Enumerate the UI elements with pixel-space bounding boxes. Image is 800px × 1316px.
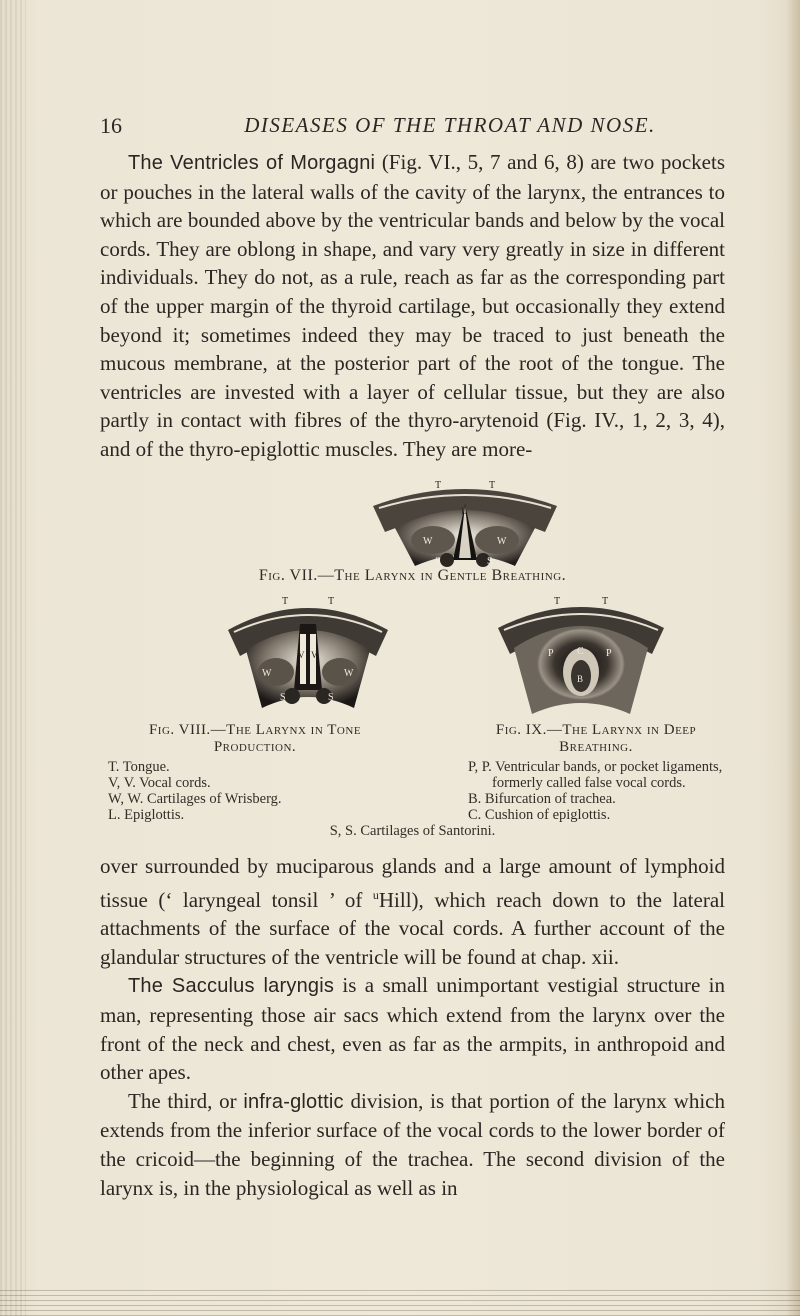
term-infraglottic: infra-glottic: [243, 1090, 344, 1113]
legend-item: C. Cushion of epiglottis.: [468, 807, 611, 823]
paragraph-continuation-text-after: Hill), which reach down to the lateral attachments of the surface of the vocal cords. A further account of the glandular structures of the ventricle will be found at chap. xii.: [100, 887, 725, 969]
figure-ix: [494, 594, 668, 722]
legend-item: W, W. Cartilages of Wrisberg.: [108, 791, 282, 807]
figure-ix-caption-line2: Breathing.: [559, 739, 633, 755]
text-block-upper: [100, 148, 725, 464]
fig7-label-s1: S: [435, 556, 441, 567]
fig7-label-w2: W: [497, 536, 507, 547]
term-ventricles: The Ventricles of Morgagni: [128, 152, 376, 174]
figure-ix-illustration: [494, 594, 668, 722]
fig8-label-t2: T: [328, 596, 335, 607]
figure-vii-caption: Fig. VII.—The Larynx in Gentle Breathing.: [258, 567, 567, 584]
page-bottom-edge: [0, 1290, 800, 1316]
figure-viii-caption-line1: Fig. VIII.—The Larynx in Tone: [148, 722, 362, 738]
fig8-label-s2: S: [328, 692, 334, 703]
legend-item: formerly called false vocal cords.: [492, 775, 686, 791]
paragraph-infraglottic-lead: The third, or: [128, 1088, 244, 1113]
figure-viii-illustration: [224, 594, 392, 716]
fig7-label-t2: T: [489, 480, 496, 491]
legend-item: P, P. Ventricular bands, or pocket ligaments,: [468, 759, 723, 775]
page-header: [0, 113, 800, 143]
paragraph-ventricles-text: (Fig. VI., 5, 7 and 6, 8) are two pockets or pouches in the lateral walls of the cavity of the larynx, the entrances to which are bounded above by the ventricular bands and below by the vocal cords. They are oblong in shape, and vary very greatly in size in different individuals. They do not, as a rule, reach as far as the corresponding part of the upper margin of the thyroid cartilage, but occasionally they extend beyond it; sometimes indeed they may be traced to just beneath the mucous membrane, at the posterior part of the root of the tongue. The ventricles are invested with a layer of cellular tissue, but they are also partly in contact with fibres of the thyro-arytenoid (Fig. IV., 1, 2, 3, 4), and of the thyro-epiglottic muscles. They are more-: [100, 150, 725, 461]
page-number: 16: [100, 113, 122, 138]
fig8-label-t1: T: [282, 596, 289, 607]
paragraph-sacculus-text: is a small unimportant vestigial structure in man, representing those air sacs which extend from the larynx over the front of the neck and chest, even as far as the armpits, in anthropoid and other apes.: [100, 973, 725, 1085]
fig8-label-w2: W: [344, 668, 354, 679]
term-sacculus: The Sacculus laryngis: [128, 975, 335, 998]
fig7-label-t1: T: [435, 480, 442, 491]
fig8-label-v2: V: [311, 650, 318, 660]
fig9-label-p1: P: [548, 648, 554, 659]
paragraph-ventricles: [100, 148, 725, 464]
paragraph-infraglottic-text: division, is that portion of the larynx which extends from the inferior surface of the vocal cords to the lower border of the cricoid—the beginning of the trachea. The second division of the larynx is, in the physiological as well as in: [100, 1088, 725, 1200]
paragraph-sacculus: [100, 971, 725, 1086]
page-edge: [786, 0, 800, 1316]
figure-viii-caption: [100, 722, 410, 756]
figure-viii: [224, 594, 392, 716]
figure-ix-caption: [452, 722, 740, 756]
paragraph-continuation-text: over surrounded by muciparous glands and a large amount of lymphoid tissue (‘ laryngeal tonsil ’ of: [100, 854, 725, 912]
running-head: DISEASES OF THE THROAT AND NOSE.: [244, 113, 656, 137]
fig7-label-w1: W: [423, 536, 433, 547]
fig9-label-b: B: [577, 674, 584, 684]
superscript-mark: u: [372, 887, 379, 902]
fig9-label-t2: T: [602, 596, 609, 607]
legend-item: T. Tongue.: [108, 759, 170, 775]
figure-viii-caption-line2: Production.: [213, 739, 297, 755]
fig9-label-p2: P: [606, 648, 612, 659]
fig9-label-t1: T: [554, 596, 561, 607]
legend-right: [468, 759, 722, 823]
legend-item: B. Bifurcation of trachea.: [468, 791, 616, 807]
fig8-label-v1: V: [298, 650, 305, 660]
fig7-label-s2: S: [487, 556, 493, 567]
text-block-lower: [100, 852, 725, 1202]
legend-item: L. Epiglottis.: [108, 807, 185, 823]
legend-left: [108, 759, 282, 823]
paragraph-continuation: [100, 852, 725, 971]
fig8-label-s1: S: [280, 692, 286, 703]
paragraph-infraglottic: [100, 1087, 725, 1202]
fig9-label-c: C: [577, 646, 584, 657]
binding-edge: [0, 0, 26, 1316]
fig8-label-w1: W: [262, 668, 272, 679]
legend-bottom: S, S. Cartilages of Santorini.: [329, 823, 496, 839]
legend-item: V, V. Vocal cords.: [108, 775, 211, 791]
figure-vii: [365, 478, 565, 570]
fig7-label-l: L: [461, 506, 467, 516]
figure-ix-caption-line1: Fig. IX.—The Larynx in Deep: [495, 722, 697, 738]
figure-vii-illustration: [365, 478, 565, 570]
